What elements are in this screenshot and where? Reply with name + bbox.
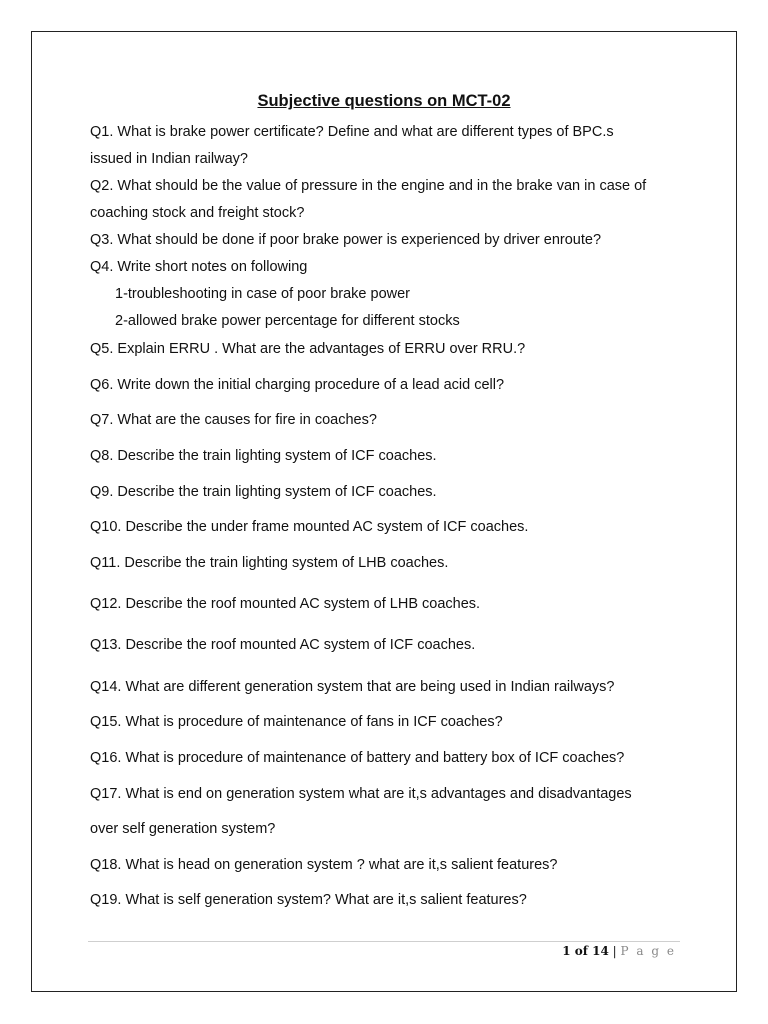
question-subitem: 2-allowed brake power percentage for different stocks bbox=[115, 313, 460, 329]
question-line: Q6. Write down the initial charging procedure of a lead acid cell? bbox=[90, 377, 505, 393]
page-number: 1 of 14 bbox=[562, 944, 609, 958]
question-line: Q18. What is head on generation system ? what are it,s salient features? bbox=[90, 857, 558, 873]
question-line: Q15. What is procedure of maintenance of fans in ICF coaches? bbox=[90, 714, 503, 730]
question-line: Q4. Write short notes on following bbox=[90, 259, 308, 275]
question-line: Q2. What should be the value of pressure in the engine and in the brake van in case of bbox=[90, 178, 647, 194]
page-border bbox=[31, 31, 737, 992]
question-line: Q13. Describe the roof mounted AC system of ICF coaches. bbox=[90, 637, 476, 653]
question-line: Q5. Explain ERRU . What are the advantages of ERRU over RRU.? bbox=[90, 341, 526, 357]
question-line: Q1. What is brake power certificate? Define and what are different types of BPC.s bbox=[90, 124, 614, 140]
page-footer bbox=[562, 944, 676, 958]
question-line: Q9. Describe the train lighting system of ICF coaches. bbox=[90, 484, 437, 500]
question-line: Q19. What is self generation system? What are it,s salient features? bbox=[90, 892, 527, 908]
footer-divider bbox=[88, 941, 680, 942]
question-line: Q16. What is procedure of maintenance of battery and battery box of ICF coaches? bbox=[90, 750, 625, 766]
question-line: over self generation system? bbox=[90, 821, 276, 837]
page-label: P a g e bbox=[620, 944, 676, 958]
question-line: Q8. Describe the train lighting system of ICF coaches. bbox=[90, 448, 437, 464]
footer-separator: | bbox=[612, 944, 617, 958]
question-line: coaching stock and freight stock? bbox=[90, 205, 305, 221]
question-line: Q3. What should be done if poor brake power is experienced by driver enroute? bbox=[90, 232, 602, 248]
question-line: Q11. Describe the train lighting system of LHB coaches. bbox=[90, 555, 449, 571]
document-title: Subjective questions on MCT-02 bbox=[257, 92, 511, 110]
question-line: Q17. What is end on generation system what are it,s advantages and disadvantages bbox=[90, 786, 632, 802]
question-line: Q10. Describe the under frame mounted AC system of ICF coaches. bbox=[90, 519, 529, 535]
question-line: Q12. Describe the roof mounted AC system of LHB coaches. bbox=[90, 596, 481, 612]
question-line: Q14. What are different generation system that are being used in Indian railways? bbox=[90, 679, 615, 695]
question-line: issued in Indian railway? bbox=[90, 151, 248, 167]
question-subitem: 1-troubleshooting in case of poor brake power bbox=[115, 286, 411, 302]
question-line: Q7. What are the causes for fire in coaches? bbox=[90, 412, 377, 428]
